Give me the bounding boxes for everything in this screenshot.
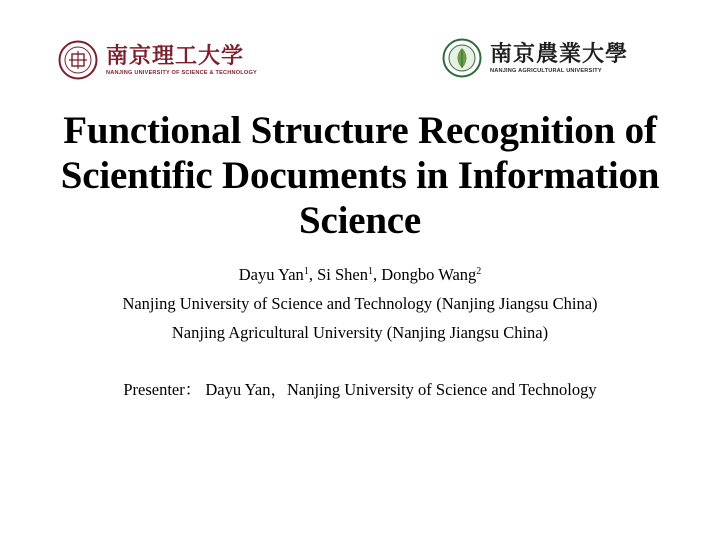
author-separator: ,: [308, 265, 318, 284]
presenter-text: Dayu Yan，Nanjing University of Science and Technology: [201, 380, 597, 399]
author-name: Si Shen: [317, 265, 368, 284]
affiliation-1: Nanjing University of Science and Technology (Nanjing Jiangsu China): [122, 294, 598, 313]
author-name: Dayu Yan: [238, 265, 304, 284]
title-line-3: Science: [298, 199, 422, 242]
title-line-1: Functional Structure Recognition of: [63, 109, 657, 152]
njust-logo: [58, 40, 257, 80]
njau-logo: [442, 38, 628, 78]
title-line-2: Scientific Documents in Information: [60, 154, 660, 197]
author-affiliation-mark: 2: [476, 266, 482, 277]
affiliation-2: Nanjing Agricultural University (Nanjing Jiangsu China): [171, 323, 549, 342]
presenter-label: Presenter：: [123, 380, 202, 399]
njust-chinese-name: 南京理工大学: [106, 43, 245, 69]
author-affiliation-mark: 1: [303, 266, 309, 277]
author-name: Dongbo Wang: [381, 265, 477, 284]
author-separator: ,: [372, 265, 382, 284]
author-affiliation-mark: 1: [367, 266, 373, 277]
njust-seal-icon: [58, 40, 98, 80]
njau-chinese-name: 南京農業大學: [490, 41, 629, 67]
presenter-line: [20, 380, 700, 400]
slide-title: [20, 108, 700, 243]
author-list: [20, 265, 700, 285]
njau-seal-icon: [442, 38, 482, 78]
njau-english-name: NANJING AGRICULTURAL UNIVERSITY: [490, 68, 602, 74]
njust-english-name: NANJING UNIVERSITY OF SCIENCE & TECHNOLOGY: [106, 70, 257, 76]
